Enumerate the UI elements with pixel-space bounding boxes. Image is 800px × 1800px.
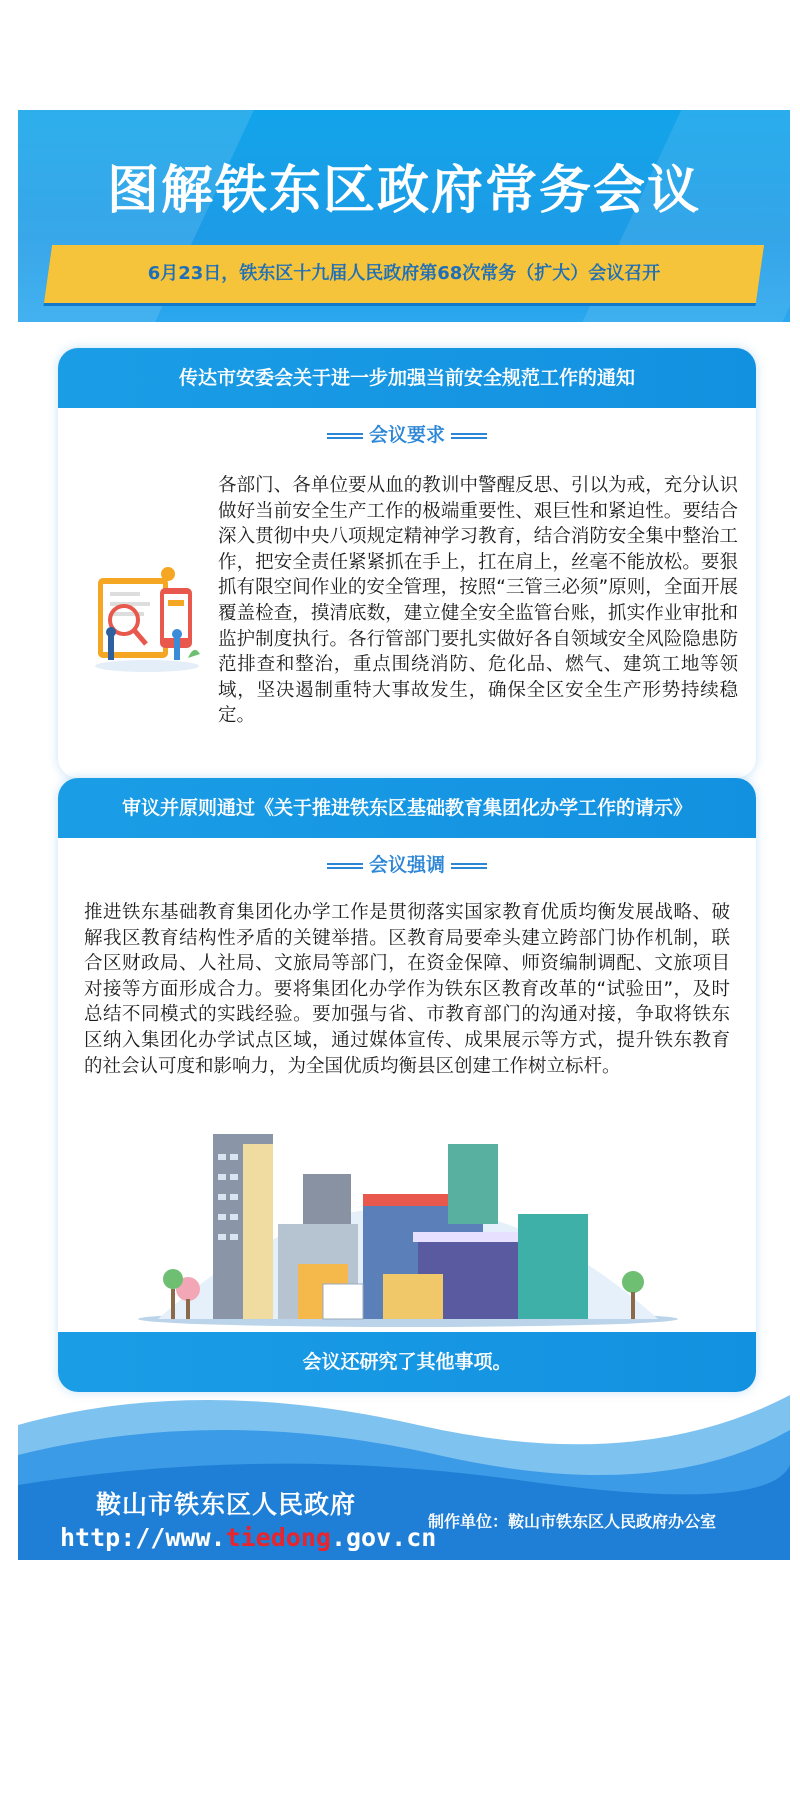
- section-label-text: 会议强调: [368, 854, 445, 876]
- section-body: 各部门、各单位要从血的教训中警醒反思、引以为戒，充分认识做好当前安全生产工作的极端重要性、艰巨性和紧迫性。要结合深入贯彻中央八项规定精神学习教育，结合消防安全集中整治工作，把安全责任紧紧抓在手上，扛在肩上，丝毫不能放松。要狠抓有限空间作业的安全管理，按照“三管三必须”原则，全面开展覆盖检查，摸清底数，建立健全安全监管台账，抓实作业审批和监护制度执行。各行管部门要扎实做好各自领域安全风险隐患防范排查和整治，重点围绕消防、危化品、燃气、建筑工地等领域，坚决遏制重特大事故发生，确保全区安全生产形势持续稳定。: [218, 475, 738, 727]
- section-body: 推进铁东基础教育集团化办学工作是贯彻落实国家教育优质均衡发展战略、破解我区教育结构性矛盾的关键举措。区教育局要牵头建立跨部门协作机制，联合区财政局、人社局、文旅局等部门，在资金保障、师资编制调配、文旅项目对接等方面形成合力。要将集团化办学作为铁东区教育改革的“试验田”，及时总结不同模式的实践经验。要加强与省、市教育部门的沟通对接，争取将铁东区纳入集团化办学试点区域，通过媒体宣传、成果展示等方式，提升铁东教育的社会认可度和影响力，为全国优质均衡县区创建工作树立标杆。: [84, 902, 730, 1077]
- section-heading: 传达市安委会关于进一步加强当前安全规范工作的通知: [58, 348, 756, 408]
- organization-name: 鞍山市铁东区人民政府: [96, 1490, 357, 1519]
- section-heading: 审议并原则通过《关于推进铁东区基础教育集团化办学工作的请示》: [58, 778, 756, 838]
- section-card-education: [58, 778, 756, 1392]
- url-suffix: .gov.cn: [330, 1523, 437, 1552]
- label-decoration: [451, 863, 487, 869]
- producer-credit: 制作单位：鞍山市铁东区人民政府办公室: [428, 1512, 717, 1531]
- city-buildings-illustration: [118, 1114, 698, 1329]
- label-decoration: [327, 863, 363, 869]
- section-label: [58, 850, 756, 877]
- page-subtitle: 6月23日，铁东区十九届人民政府第68次常务（扩大）会议召开: [147, 263, 661, 284]
- url-prefix: http://www.: [60, 1523, 226, 1552]
- section-footer: 会议还研究了其他事项。: [58, 1332, 756, 1392]
- organization-url[interactable]: [60, 1523, 436, 1552]
- url-highlight: tiedong: [225, 1523, 331, 1552]
- section-card-safety: [58, 348, 756, 778]
- label-decoration: [327, 433, 363, 439]
- header-banner: [18, 110, 790, 322]
- label-decoration: [451, 433, 487, 439]
- section-label-text: 会议要求: [368, 424, 445, 446]
- safety-inspection-illustration: [88, 558, 206, 676]
- section-label: [58, 420, 756, 447]
- page-footer: [18, 1385, 790, 1560]
- page-title: 图解铁东区政府常务会议: [106, 161, 701, 221]
